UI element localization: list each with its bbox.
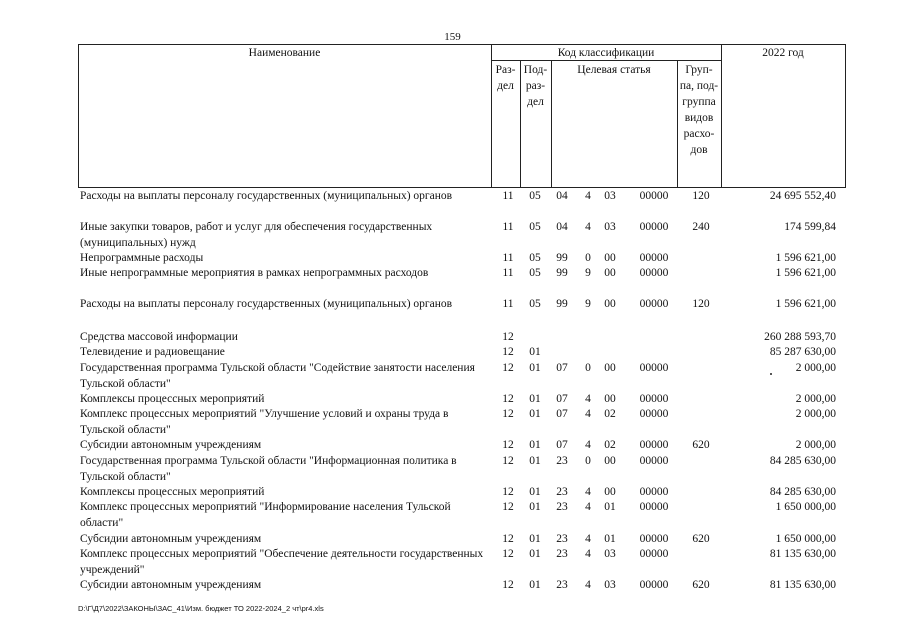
header-target: Целевая статья bbox=[577, 64, 651, 76]
header-year: 2022 год bbox=[762, 47, 804, 59]
table-header bbox=[78, 44, 846, 188]
table-row: Государственная программа Тульской области "Содействие занятости населения Тульской области" 12 01 07 0 00 00000 2 000,00 bbox=[80, 362, 836, 390]
table-row: Комплекс процессных мероприятий "Улучшение условий и охраны труда в Тульской области" 12 01 07 4 02 00000 2 000,00 bbox=[80, 408, 836, 436]
page-number: 159 bbox=[444, 31, 461, 43]
table-row: Расходы на выплаты персоналу государственных (муниципальных) органов 11 05 99 9 00 00000 120 1 596 621,00 bbox=[80, 298, 836, 310]
table-row: Расходы на выплаты персоналу государственных (муниципальных) органов 11 05 04 4 03 00000 120 24 695 552,40 bbox=[80, 190, 836, 202]
table-row: Телевидение и радиовещание 12 01 85 287 630,00 bbox=[80, 346, 836, 358]
table-row: Иные закупки товаров, работ и услуг для обеспечения государственных (муниципальных) нужд 11 05 04 4 03 00000 240 174 599,84 bbox=[80, 221, 836, 249]
table-row: Комплекс процессных мероприятий "Информирование населения Тульской области" 12 01 23 4 01 00000 1 650 000,00 bbox=[80, 501, 836, 529]
header-code: Код классификации bbox=[557, 47, 655, 59]
table-row: Комплексы процессных мероприятий 12 01 23 4 00 00000 84 285 630,00 bbox=[80, 486, 836, 498]
table-row: Субсидии автономным учреждениям 12 01 23 4 03 00000 620 81 135 630,00 bbox=[80, 579, 836, 591]
table-row: Комплексы процессных мероприятий 12 01 07 4 00 00000 2 000,00 bbox=[80, 393, 836, 405]
table-row: Субсидии автономным учреждениям 12 01 07 4 02 00000 620 2 000,00 bbox=[80, 439, 836, 451]
header-group: Груп- па, под- группа видов расхо- дов bbox=[679, 64, 719, 156]
table-row: Субсидии автономным учреждениям 12 01 23 4 01 00000 620 1 650 000,00 bbox=[80, 533, 836, 545]
file-path-footer: D:\Г\Д7\2022\ЗАКОНЫ\ЗАС_41\Изм. бюджет ТО 2022-2024_2 чт\pr4.xls bbox=[78, 604, 324, 613]
table-row: Непрограммные расходы 11 05 99 0 00 00000 1 596 621,00 bbox=[80, 252, 836, 264]
table-row: Средства массовой информации 12 260 288 593,70 bbox=[80, 331, 836, 343]
header-podrazdel: Под- раз- дел bbox=[523, 64, 548, 108]
table-row: Комплекс процессных мероприятий "Обеспечение деятельности государственных учреждений" 12 01 23 4 03 00000 81 135 630,00 bbox=[80, 548, 836, 576]
table-row: Иные непрограммные мероприятия в рамках непрограммных расходов 11 05 99 9 00 00000 1 596 621,00 bbox=[80, 267, 836, 279]
header-name: Наименование bbox=[248, 47, 321, 59]
stray-dot bbox=[770, 373, 772, 375]
header-razdel: Раз- дел bbox=[495, 64, 516, 92]
table-row: Государственная программа Тульской области "Информационная политика в Тульской области" 12 01 23 0 00 00000 84 285 630,00 bbox=[80, 455, 836, 483]
